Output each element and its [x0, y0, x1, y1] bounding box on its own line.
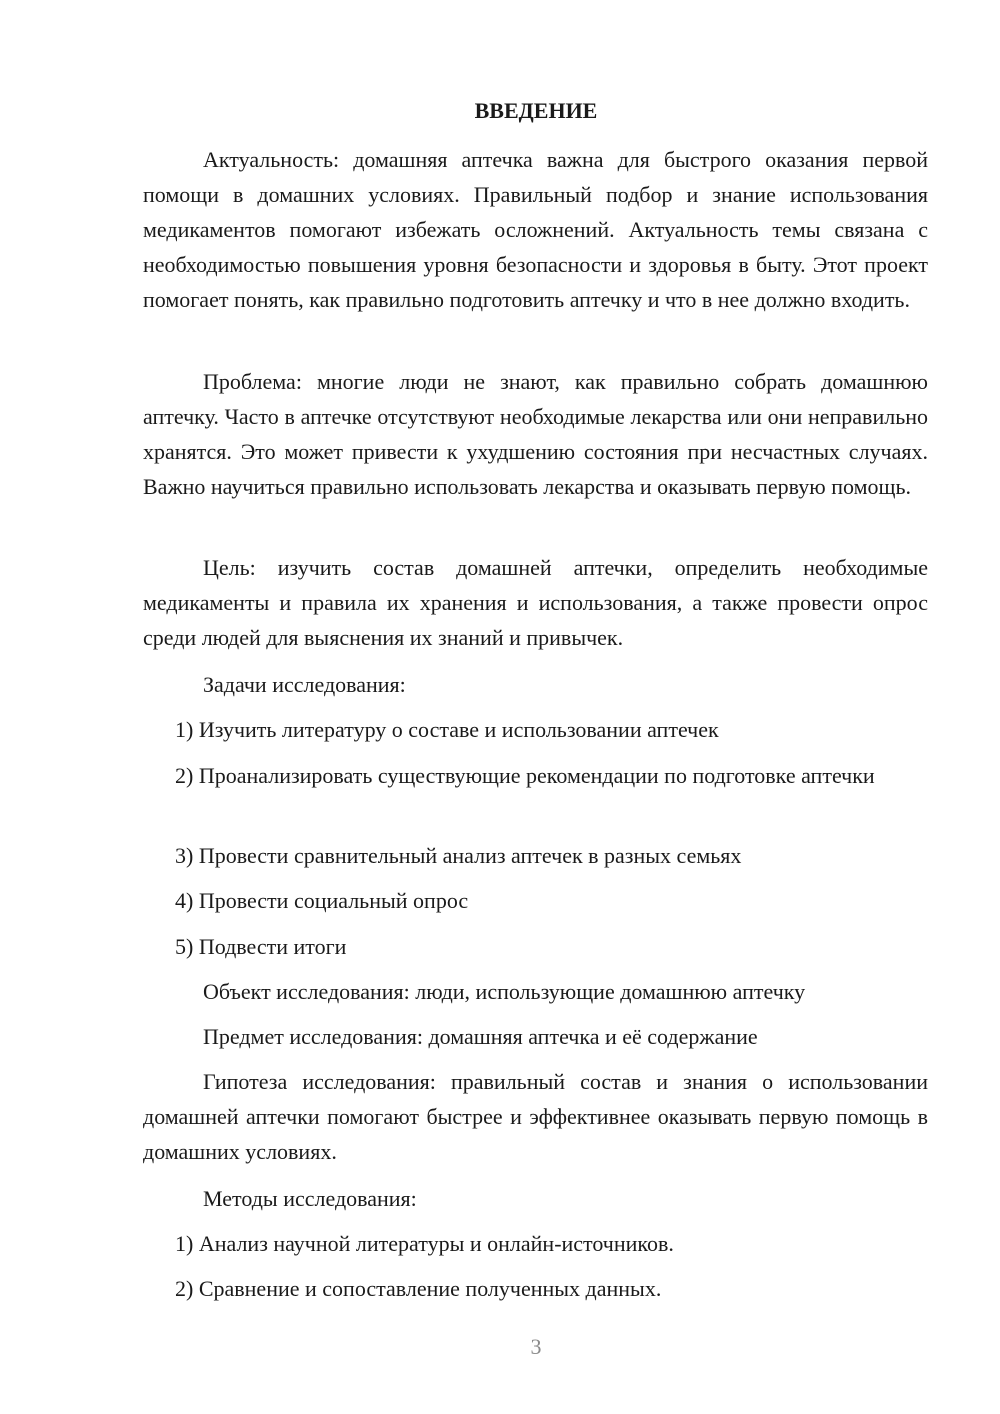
subject-paragraph: Предмет исследования: домашняя аптечка и её содержание	[203, 1024, 758, 1049]
method-item-2: 2) Сравнение и сопоставление полученных данных.	[175, 1276, 662, 1301]
tasks-heading: Задачи исследования:	[203, 672, 406, 697]
method-item-1: 1) Анализ научной литературы и онлайн-источников.	[175, 1231, 674, 1256]
task-item-1: 1) Изучить литературу о составе и использовании аптечек	[175, 717, 719, 742]
task-item-2: 2) Проанализировать существующие рекомендации по подготовке аптечки	[175, 763, 875, 788]
goal-paragraph: Цель: изучить состав домашней аптечки, определить необходимые медикаменты и правила их хранения и использования, а также провести опрос среди людей для выяснения их знаний и привычек.	[143, 555, 928, 650]
section-title: ВВЕДЕНИЕ	[474, 98, 598, 123]
relevance-paragraph: Актуальность: домашняя аптечка важна для быстрого оказания первой помощи в домашних условиях. Правильный подбор и знание использования медикаментов помогают избежать осложнений. Актуальность темы связана с необходимостью повышения уровня безопасности и здоровья в быту. Этот проект помогает понять, как правильно подготовить аптечку и что в нее должно входить.	[143, 147, 928, 312]
page-number: 3	[530, 1334, 542, 1359]
hypothesis-paragraph: Гипотеза исследования: правильный состав и знания о использовании домашней аптечки помогают быстрее и эффективнее оказывать первую помощь в домашних условиях.	[143, 1069, 928, 1164]
object-paragraph: Объект исследования: люди, использующие домашнюю аптечку	[203, 979, 806, 1004]
task-item-4: 4) Провести социальный опрос	[175, 888, 469, 913]
task-item-3: 3) Провести сравнительный анализ аптечек в разных семьях	[175, 843, 742, 868]
problem-paragraph: Проблема: многие люди не знают, как правильно собрать домашнюю аптечку. Часто в аптечке отсутствуют необходимые лекарства или они неправильно хранятся. Это может привести к ухудшению состояния при несчастных случаях. Важно научиться правильно использовать лекарства и оказывать первую помощь.	[143, 369, 928, 499]
methods-heading: Методы исследования:	[203, 1186, 417, 1211]
task-item-5: 5) Подвести итоги	[175, 934, 347, 959]
